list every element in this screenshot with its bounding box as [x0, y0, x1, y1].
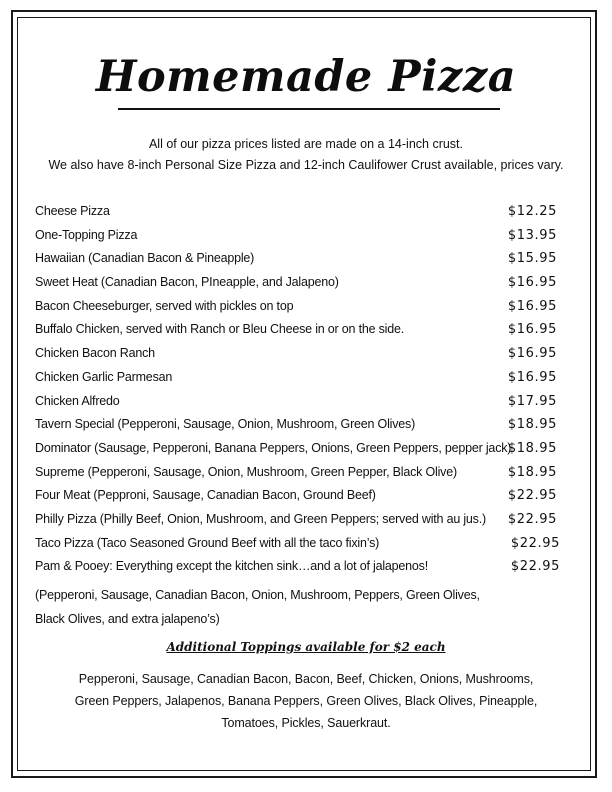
menu-item [35, 342, 560, 366]
menu-item-price: $16.95 [507, 369, 557, 385]
menu-item [35, 318, 560, 342]
menu-item [35, 437, 560, 461]
menu-item [35, 461, 560, 485]
menu-item [35, 413, 560, 437]
menu-item-price: $22.95 [507, 488, 557, 504]
menu-item-price: $22.95 [507, 511, 557, 527]
menu-item-price: $15.95 [507, 251, 557, 267]
menu-item-name: One-Topping Pizza [35, 227, 138, 242]
menu-item-name: Philly Pizza (Philly Beef, Onion, Mushroom, and Green Peppers; served with au jus.) [35, 511, 486, 526]
menu-item [35, 224, 560, 248]
menu-item-price: $18.95 [507, 440, 557, 456]
menu-item-name: Dominator (Sausage, Pepperoni, Banana Peppers, Onions, Green Peppers, pepper jack) [35, 440, 512, 455]
menu-item-name: Bacon Cheeseburger, served with pickles on top [35, 298, 294, 313]
menu-item-price: $18.95 [507, 464, 557, 480]
note-line: Black Olives, and extra jalapeno’s) [35, 611, 220, 626]
menu-item-price: $16.95 [507, 275, 557, 291]
menu-item-price: $22.95 [510, 559, 560, 575]
toppings-list [56, 668, 556, 734]
menu-item [35, 532, 560, 556]
toppings-line: Tomatoes, Pickles, Sauerkraut. [221, 716, 391, 730]
menu-item-price: $13.95 [507, 227, 557, 243]
intro-line-sizes: We also have 8-inch Personal Size Pizza and 12-inch Caulifower Crust available, prices vary. [48, 158, 564, 172]
toppings-line: Green Peppers, Jalapenos, Banana Peppers, Green Olives, Black Olives, Pineapple, [74, 694, 538, 708]
note-line: (Pepperoni, Sausage, Canadian Bacon, Onion, Mushroom, Peppers, Green Olives, [35, 588, 480, 602]
menu-item-price: $18.95 [507, 417, 557, 433]
intro-line-crust: All of our pizza prices listed are made on a 14-inch crust. [148, 137, 464, 151]
menu-item-name: Tavern Special (Pepperoni, Sausage, Onion, Mushroom, Green Olives) [35, 417, 416, 432]
menu-item-name: Chicken Alfredo [35, 393, 120, 408]
menu-item [35, 247, 560, 271]
menu-item-name: Pam & Pooey: Everything except the kitchen sink…and a lot of jalapenos! [35, 559, 428, 574]
menu-item-name: Taco Pizza (Taco Seasoned Ground Beef with all the taco fixin’s) [35, 535, 380, 550]
menu-item [35, 200, 560, 224]
menu-item-name: Hawaiian (Canadian Bacon & Pineapple) [35, 251, 255, 266]
menu-item-price: $16.95 [507, 346, 557, 362]
menu-item [35, 271, 560, 295]
pam-pooey-toppings-note [35, 584, 555, 631]
menu-item-price: $16.95 [507, 322, 557, 338]
menu-item-name: Buffalo Chicken, served with Ranch or Bleu Cheese in or on the side. [35, 322, 405, 337]
menu-item [35, 366, 560, 390]
toppings-line: Pepperoni, Sausage, Canadian Bacon, Bacon, Beef, Chicken, Onions, Mushrooms, [78, 672, 534, 686]
menu-item-price: $12.25 [507, 204, 557, 219]
menu-item [35, 295, 560, 319]
menu-item-price: $17.95 [507, 393, 557, 409]
title-underline [118, 108, 500, 110]
menu-item-name: Sweet Heat (Canadian Bacon, PIneapple, and Jalapeno) [35, 275, 339, 290]
menu-item-name: Supreme (Pepperoni, Sausage, Onion, Mushroom, Green Pepper, Black Olive) [35, 464, 457, 479]
menu-item-name: Chicken Garlic Parmesan [35, 369, 173, 384]
menu-item-name: Chicken Bacon Ranch [35, 346, 155, 361]
menu-item-name: Four Meat (Pepproni, Sausage, Canadian Bacon, Ground Beef) [35, 488, 376, 503]
menu-item-price: $22.95 [510, 535, 560, 551]
toppings-heading: Additional Toppings available for $2 each [166, 640, 446, 654]
pizza-menu-list [35, 200, 560, 579]
menu-item-price: $16.95 [507, 298, 557, 314]
menu-item [35, 508, 560, 532]
page-title: Homemade Pizza [95, 52, 517, 102]
menu-item [35, 484, 560, 508]
menu-item-name: Cheese Pizza [35, 204, 110, 218]
menu-item [35, 555, 560, 579]
menu-item [35, 390, 560, 414]
